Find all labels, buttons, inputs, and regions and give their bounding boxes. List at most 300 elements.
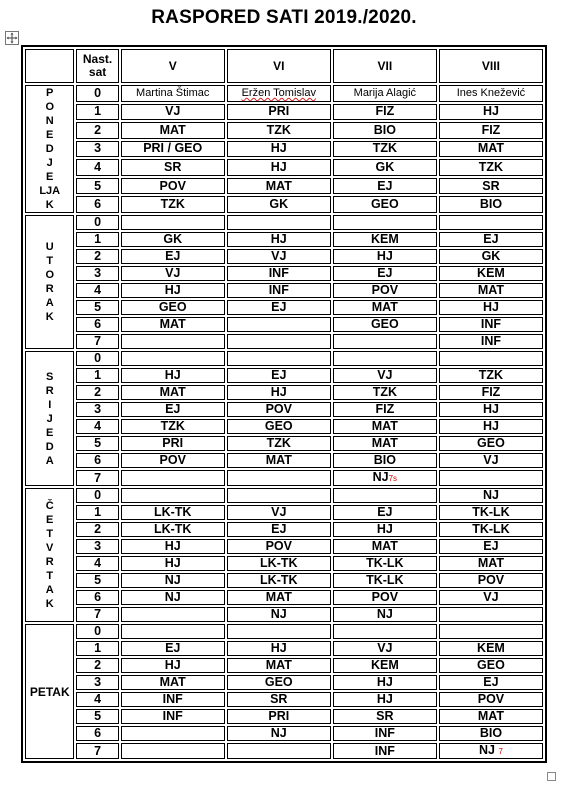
subject-cell [333,141,437,158]
subject-cell [227,178,331,195]
subject-cell [227,334,331,349]
subject-cell [121,539,225,554]
red-note: 7 [498,747,503,756]
subject-cell [439,624,543,639]
subject-text: TZK [372,385,397,399]
subject-cell [121,283,225,298]
subject-text: HJ [482,300,499,314]
subject-cell [227,283,331,298]
day-letter: E [46,514,54,526]
subject-cell [439,692,543,707]
period-row [25,351,543,366]
subject-cell [121,692,225,707]
subject-text: NJ [270,726,287,740]
period-number: 0 [76,624,118,639]
period-number: 5 [76,573,118,588]
subject-text: INF [374,743,395,758]
subject-cell [121,159,225,176]
subject-cell [227,351,331,366]
period-number: 2 [76,249,118,264]
period-row [25,419,543,434]
subject-text: TK-LK [366,556,404,570]
subject-text: PRI [268,709,290,723]
subject-cell [439,104,543,121]
subject-text: MAT [265,590,292,604]
subject-text: PRI / GEO [143,141,203,156]
subject-text: INF [374,726,395,740]
period-number: 7 [76,743,118,759]
subject-cell [439,368,543,383]
subject-cell [333,556,437,571]
subject-cell [333,266,437,281]
subject-text: TK-LK [366,573,404,587]
period-header-line1: Nast. [82,52,113,66]
period-number: 5 [76,178,118,195]
subject-cell [439,249,543,264]
subject-text: KEM [477,641,505,655]
period-row [25,624,543,639]
subject-text: EJ [483,232,499,246]
subject-cell [227,402,331,417]
period-number: 3 [76,266,118,281]
subject-cell [227,215,331,230]
subject-cell [121,402,225,417]
subject-cell [333,385,437,400]
subject-text: HJ [482,402,499,416]
class-header-vii: VII [333,49,437,83]
day-letter: P [46,87,54,99]
subject-cell [439,232,543,247]
subject-cell [333,317,437,332]
subject-cell [333,232,437,247]
subject-text: NJ [270,607,287,621]
class-header-vi: VI [227,49,331,83]
period-number: 0 [76,351,118,366]
period-number: 3 [76,539,118,554]
subject-cell [121,436,225,451]
subject-cell [333,178,437,195]
subject-cell [439,556,543,571]
period-number: 6 [76,590,118,605]
subject-cell [227,522,331,537]
subject-cell [333,522,437,537]
subject-cell [227,470,331,486]
period-row [25,709,543,724]
period-number: 6 [76,196,118,213]
subject-text: MAT [371,419,398,433]
subject-text: EJ [165,641,181,655]
subject-text: EJ [377,178,393,193]
subject-text: NJ [372,470,389,484]
day-label-1 [25,215,74,349]
subject-text: HJ [164,658,181,672]
subject-text: SR [482,178,500,193]
period-number: 7 [76,470,118,486]
subject-text: HJ [376,692,393,706]
subject-text: HJ [164,368,181,382]
period-row [25,300,543,315]
table-move-handle-icon[interactable] [5,31,19,45]
subject-text: GK [163,232,183,246]
teacher-row [25,85,543,102]
period-row [25,726,543,741]
subject-cell [227,436,331,451]
subject-cell [439,709,543,724]
subject-text: GK [481,249,501,263]
day-letter: E [46,129,54,141]
subject-cell [121,488,225,503]
subject-text: MAT [265,453,292,467]
period-number: 0 [76,488,118,503]
subject-text: MAT [477,283,505,297]
subject-cell [121,590,225,605]
subject-cell [439,122,543,139]
subject-text: NJ [478,743,495,757]
period-row [25,641,543,656]
subject-text: GK [375,160,395,175]
subject-text: VJ [271,505,287,519]
subject-cell [439,419,543,434]
subject-text: EJ [377,266,393,280]
red-note: 7s [388,474,398,483]
subject-cell [439,539,543,554]
subject-cell [439,351,543,366]
period-row [25,743,543,759]
period-row [25,266,543,281]
subject-text: VJ [483,453,499,467]
subject-text: BIO [373,453,396,467]
subject-cell [121,317,225,332]
subject-cell [439,743,543,759]
subject-cell [439,488,543,503]
subject-cell [121,675,225,690]
subject-cell [121,122,225,139]
subject-cell [333,159,437,176]
subject-text: TZK [266,122,291,137]
subject-cell [121,658,225,673]
subject-cell [439,385,543,400]
subject-text: MAT [477,141,505,156]
subject-cell [227,624,331,639]
period-number: 5 [76,300,118,315]
subject-text: INF [480,317,501,331]
subject-text: NJ [164,573,181,587]
subject-text: MAT [371,539,398,553]
subject-text: BIO [479,726,503,740]
day-letter: D [45,440,54,453]
period-row [25,317,543,332]
teacher-name: Eržen Tomislav [241,86,316,99]
day-letter: A [45,454,54,467]
period-row [25,453,543,468]
teacher-name: Martina Štimac [136,86,210,99]
period-row [25,436,543,451]
subject-text: MAT [159,317,186,331]
period-number: 3 [76,402,118,417]
day-letter: K [45,199,54,211]
subject-cell [227,300,331,315]
subject-cell [227,122,331,139]
period-number: 2 [76,658,118,673]
subject-cell [121,300,225,315]
period-number: 2 [76,122,118,139]
subject-cell [121,249,225,264]
subject-cell [121,470,225,486]
subject-cell [439,522,543,537]
day-letter: S [46,370,54,383]
subject-cell [333,368,437,383]
subject-cell [333,658,437,673]
subject-cell [121,104,225,121]
subject-text: EJ [483,675,499,689]
day-letter: V [46,542,54,554]
subject-cell [121,178,225,195]
subject-text: TZK [160,197,185,212]
period-row [25,470,543,486]
day-letter: J [46,412,53,425]
subject-text: VJ [271,249,287,263]
subject-text: HJ [376,675,393,689]
teacher-cell [439,85,543,102]
subject-text: KEM [370,232,399,246]
subject-cell [121,505,225,520]
subject-text: VJ [377,641,393,655]
period-row [25,488,543,503]
period-row [25,590,543,605]
period-row [25,607,543,622]
subject-cell [121,726,225,741]
timetable [21,45,547,763]
subject-cell [227,104,331,121]
period-number: 0 [76,85,118,102]
subject-text: LK-TK [153,505,192,519]
subject-cell [333,675,437,690]
subject-cell [227,419,331,434]
subject-cell [333,419,437,434]
subject-cell [333,249,437,264]
subject-cell [333,453,437,468]
subject-text: POV [477,692,505,706]
period-header [76,49,118,83]
subject-text: EJ [165,249,181,263]
period-number: 5 [76,709,118,724]
period-row [25,215,543,230]
subject-text: INF [268,283,289,297]
subject-cell [121,351,225,366]
period-number: 4 [76,419,118,434]
subject-text: KEM [477,266,505,280]
subject-text: VJ [165,104,181,119]
subject-cell [121,624,225,639]
subject-cell [439,607,543,622]
page-title: RASPORED SATI 2019./2020. [151,7,417,28]
subject-cell [333,436,437,451]
day-letter: E [46,171,54,183]
subject-cell [121,743,225,759]
period-number: 7 [76,334,118,349]
day-label-3 [25,488,74,622]
subject-text: TZK [160,419,185,433]
subject-cell [333,215,437,230]
subject-cell [227,573,331,588]
subject-cell [439,334,543,349]
subject-cell [121,215,225,230]
subject-text: MAT [159,122,186,137]
day-letter: E [46,426,54,439]
period-row [25,692,543,707]
class-header-viii: VIII [439,49,543,83]
subject-text: MAT [477,709,505,723]
subject-text: HJ [376,522,393,536]
period-row [25,522,543,537]
period-number: 4 [76,556,118,571]
period-number: 2 [76,385,118,400]
subject-cell [227,266,331,281]
subject-cell [333,351,437,366]
subject-text: EJ [271,300,287,314]
period-number: 4 [76,159,118,176]
subject-text: MAT [371,436,398,450]
subject-cell [227,675,331,690]
subject-cell [121,385,225,400]
period-number: 1 [76,368,118,383]
period-number: 4 [76,692,118,707]
subject-text: TZK [478,368,504,382]
subject-cell [439,573,543,588]
subject-cell [227,641,331,656]
subject-cell [121,368,225,383]
subject-cell [333,104,437,121]
day-name: PETAK [29,684,70,699]
subject-text: LK-TK [260,556,298,570]
day-letter: A [45,297,54,309]
subject-text: POV [159,453,186,467]
day-letter: K [45,311,54,323]
subject-cell [227,385,331,400]
subject-text: HJ [270,141,287,156]
day-letter: N [45,115,54,127]
subject-text: HJ [164,539,181,553]
subject-cell [227,692,331,707]
day-letter: R [45,384,54,397]
subject-cell [439,658,543,673]
subject-text: EJ [165,402,181,416]
subject-cell [333,300,437,315]
subject-text: GEO [477,436,505,450]
day-letter: I [48,398,52,411]
period-row [25,556,543,571]
period-row [25,159,543,176]
subject-cell [333,334,437,349]
subject-cell [333,196,437,213]
subject-text: LK-TK [153,522,192,536]
subject-cell [227,658,331,673]
subject-cell [333,283,437,298]
subject-cell [333,470,437,486]
table-resize-handle[interactable] [547,772,556,781]
subject-text: SR [164,160,182,175]
subject-cell [227,743,331,759]
day-letter: U [45,241,54,253]
period-number: 6 [76,453,118,468]
period-row [25,122,543,139]
day-letter: Č [45,500,54,512]
subject-text: GEO [158,300,187,314]
subject-text: MAT [159,385,186,399]
subject-text: TZK [478,160,504,175]
subject-cell [439,675,543,690]
subject-cell [121,232,225,247]
period-row [25,675,543,690]
subject-text: FIZ [375,402,395,416]
subject-text: POV [159,178,186,193]
subject-cell [333,726,437,741]
teacher-cell [227,85,331,102]
period-number: 3 [76,141,118,158]
period-row [25,141,543,158]
subject-cell [439,159,543,176]
period-number: 6 [76,317,118,332]
subject-text: GEO [264,419,293,433]
subject-cell [121,334,225,349]
subject-cell [439,215,543,230]
period-row [25,283,543,298]
subject-cell [121,522,225,537]
subject-cell [227,249,331,264]
period-number: 2 [76,522,118,537]
subject-text: INF [162,692,183,706]
period-number: 3 [76,675,118,690]
subject-cell [333,402,437,417]
day-letter: T [46,528,54,540]
subject-text: HJ [270,160,287,175]
day-letter: LJA [39,185,61,197]
subject-cell [333,539,437,554]
subject-text: FIZ [375,104,395,119]
subject-text: HJ [270,385,287,399]
subject-cell [227,488,331,503]
period-number: 6 [76,726,118,741]
period-number: 1 [76,232,118,247]
subject-cell [333,709,437,724]
period-number: 1 [76,641,118,656]
period-row [25,658,543,673]
subject-cell [439,590,543,605]
subject-cell [439,178,543,195]
subject-text: GEO [477,658,505,672]
subject-cell [227,196,331,213]
day-letter: R [45,556,54,568]
subject-cell [227,453,331,468]
subject-cell [121,573,225,588]
period-row [25,368,543,383]
subject-cell [439,266,543,281]
subject-cell [121,709,225,724]
subject-cell [227,368,331,383]
subject-text: GEO [370,317,399,331]
subject-cell [439,196,543,213]
teacher-name: Ines Knežević [456,86,526,99]
period-header-line2: sat [88,65,107,79]
subject-text: MAT [371,300,398,314]
subject-cell [333,624,437,639]
subject-text: VJ [377,368,393,382]
day-letter: T [46,255,54,267]
subject-cell [439,317,543,332]
subject-cell [439,141,543,158]
corner-cell [25,49,74,83]
subject-text: HJ [164,556,181,570]
